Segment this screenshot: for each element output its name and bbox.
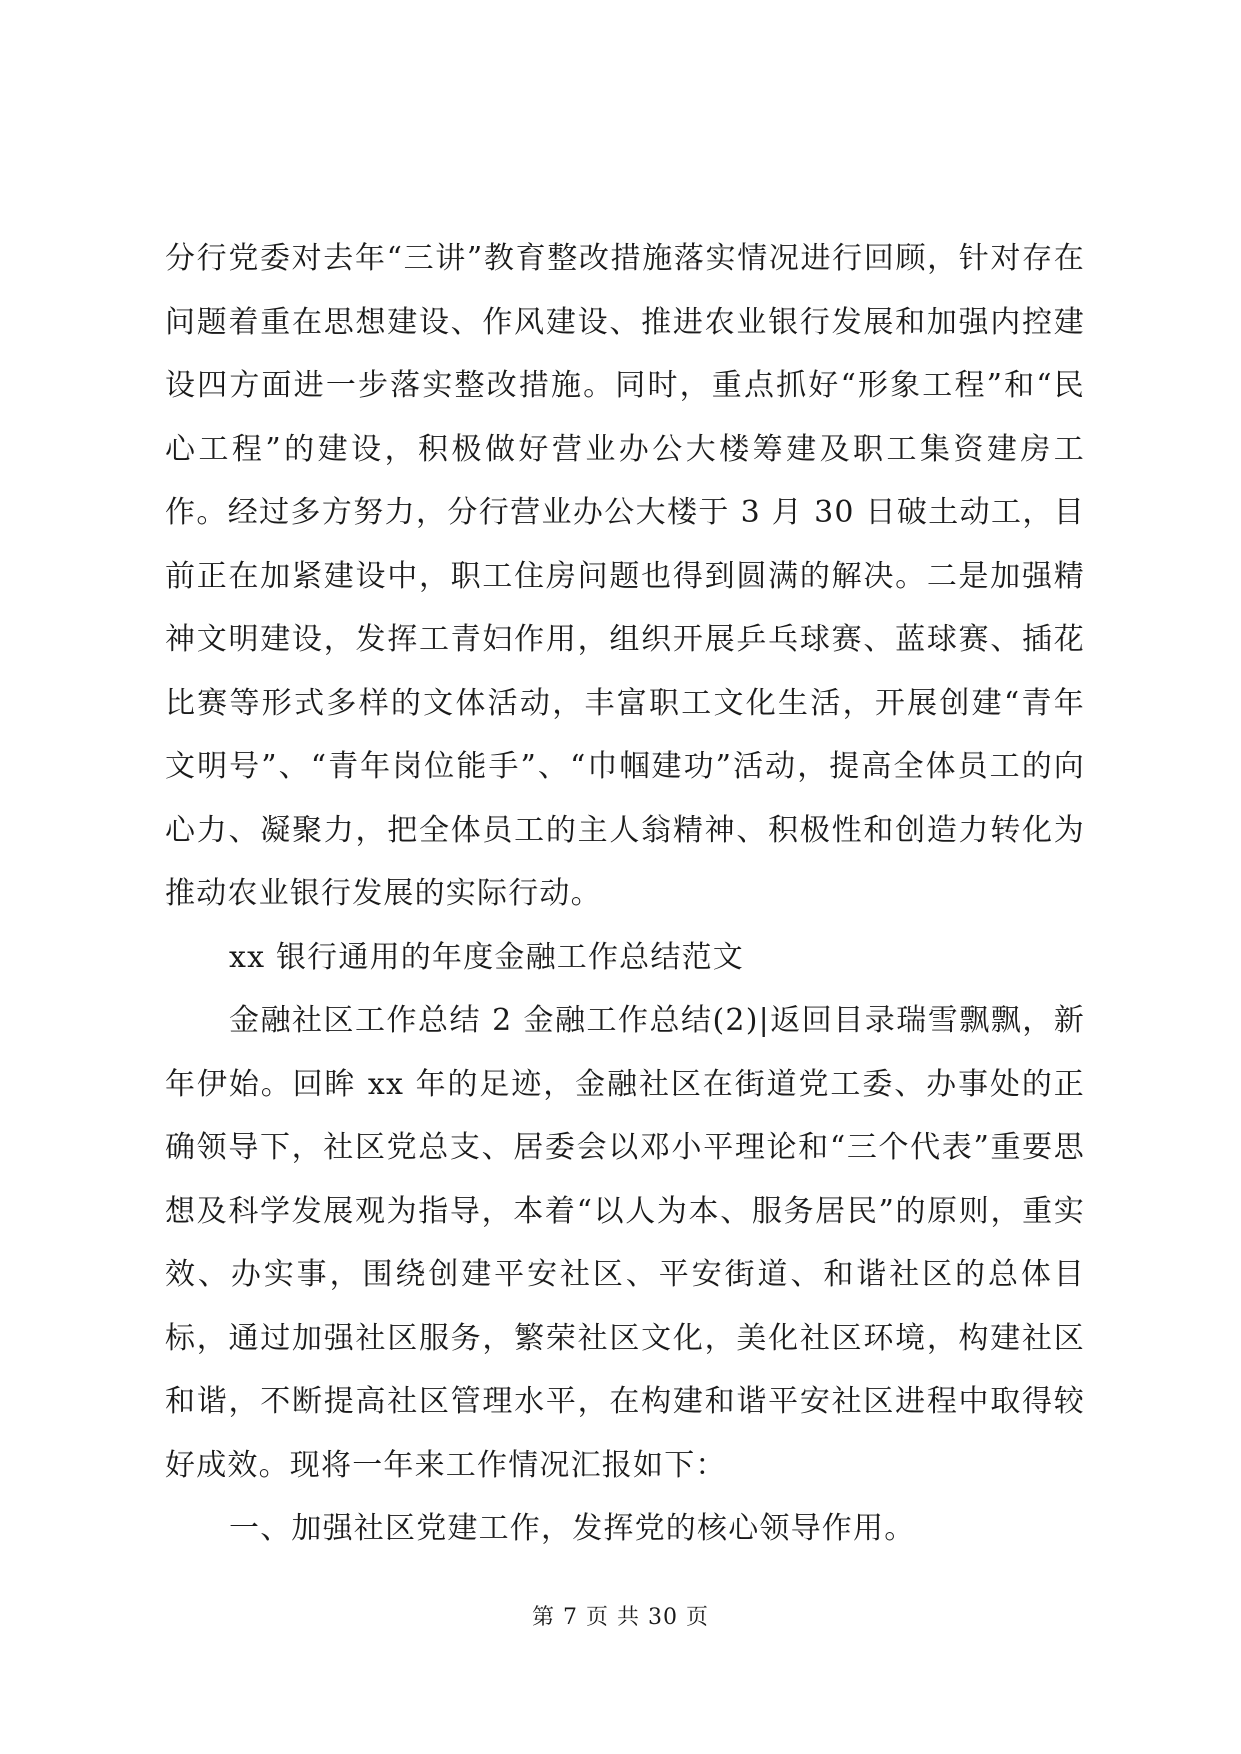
paragraph-continuation: 分行党委对去年“三讲”教育整改措施落实情况进行回顾，针对存在问题着重在思想建设、作风建设、推进农业银行发展和加强内控建设四方面进一步落实整改措施。同时，重点抓好“形象工程”和“民心工程”的建设，积极做好营业办公大楼筹建及职工集资建房工作。经过多方努力，分行营业办公大楼于 3 月 30 日破土动工，目前正在加紧建设中，职工住房问题也得到圆满的解决。二是加强精神文明建设，发挥工青妇作用，组织开展乒乓球赛、蓝球赛、插花比赛等形式多样的文体活动，丰富职工文化生活，开展创建“青年文明号”、“青年岗位能手”、“巾帼建功”活动，提高全体员工的向心力、凝聚力，把全体员工的主人翁精神、积极性和创造力转化为推动农业银行发展的实际行动。 (165, 241, 1085, 911)
document-body (165, 227, 1085, 1561)
page-footer: 第 7 页 共 30 页 (532, 1605, 709, 1630)
section-heading: 一、加强社区党建工作，发挥党的核心领导作用。 (229, 1511, 916, 1546)
section-title: xx 银行通用的年度金融工作总结范文 (229, 939, 744, 975)
paragraph-summary: 金融社区工作总结 2 金融工作总结(2)|返回目录瑞雪飘飘，新年伊始。回眸 xx 年的足迹，金融社区在街道党工委、办事处的正确领导下，社区党总支、居委会以邓小平理论和“三个代表”重要思想及科学发展观为指导，本着“以人为本、服务居民”的原则，重实效、办实事，围绕创建平安社区、平安街道、和谐社区的总体目标，通过加强社区服务，繁荣社区文化，美化社区环境，构建社区和谐，不断提高社区管理水平，在构建和谐平安社区进程中取得较好成效。现将一年来工作情况汇报如下： (165, 1003, 1085, 1483)
